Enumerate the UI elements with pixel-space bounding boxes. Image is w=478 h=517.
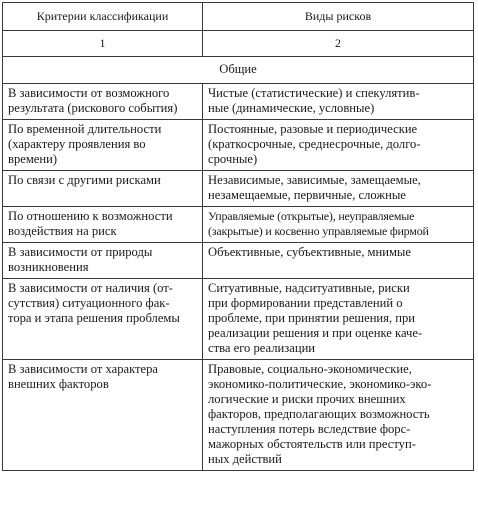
criterion-line: По отношению к возможности: [8, 209, 173, 223]
criterion-line: внешних факторов: [8, 377, 109, 391]
risk-types-line: экономико-политические, экономико-эко-: [208, 377, 432, 391]
criterion-cell: [3, 171, 203, 207]
risk-types-line: срочные): [208, 152, 258, 166]
risk-types-line: ства его реализации: [208, 341, 316, 355]
criterion-line: В зависимости от наличия (от-: [8, 281, 173, 295]
risk-types-line: наступления потерь вследствие форс-: [208, 422, 411, 436]
criterion-line: воздействия на риск: [8, 224, 117, 238]
risk-classification-table: [2, 2, 474, 471]
risk-types-cell: [203, 171, 474, 207]
table-row: [3, 279, 474, 360]
risk-types-line: проблеме, при принятии решения, при: [208, 311, 416, 325]
risk-types-cell: [203, 243, 474, 279]
criterion-cell: [3, 120, 203, 171]
risk-types-line: ные (динамические, условные): [208, 101, 375, 115]
risk-types-line: незамещаемые, первичные, сложные: [208, 188, 406, 202]
column-number-2: 2: [203, 31, 474, 57]
criterion-line: результата (рискового события): [8, 101, 178, 115]
criterion-cell: [3, 279, 203, 360]
table-numbering-row: [3, 31, 474, 57]
criterion-line: времени): [8, 152, 58, 166]
column-number-1: 1: [3, 31, 203, 57]
criterion-line: В зависимости от характера: [8, 362, 159, 376]
group-title-general: Общие: [3, 57, 474, 84]
criterion-line: По связи с другими рисками: [8, 173, 161, 187]
criterion-line: сутствия) ситуационного фак-: [8, 296, 170, 310]
table-row: [3, 120, 474, 171]
criterion-line: тора и этапа решения проблемы: [8, 311, 180, 325]
risk-types-cell: [203, 279, 474, 360]
risk-types-line: Объективные, субъективные, мнимые: [208, 245, 411, 259]
table-row: [3, 171, 474, 207]
criterion-cell: [3, 84, 203, 120]
table-row: [3, 243, 474, 279]
risk-types-line: при формировании представлений о: [208, 296, 403, 310]
risk-types-cell: [203, 207, 474, 243]
risk-types-line: (закрытые) и косвенно управляемые фирмой: [208, 224, 429, 238]
table-row: [3, 84, 474, 120]
risk-types-line: Управляемые (открытые), неуправляемые: [208, 209, 415, 223]
risk-types-line: реализации решения и при оценке каче-: [208, 326, 423, 340]
risk-types-line: логические и риски прочих внешних: [208, 392, 406, 406]
risk-types-line: Ситуативные, надситуативные, риски: [208, 281, 410, 295]
risk-types-line: Правовые, социально-экономические,: [208, 362, 412, 376]
risk-types-cell: [203, 120, 474, 171]
table-row: [3, 207, 474, 243]
criterion-line: В зависимости от возможного: [8, 86, 170, 100]
risk-types-line: факторов, предполагающих возможность: [208, 407, 430, 421]
risk-types-line: Постоянные, разовые и периодические: [208, 122, 418, 136]
header-risk-types: Виды рисков: [203, 3, 474, 31]
criterion-line: По временной длительности: [8, 122, 162, 136]
risk-types-line: Независимые, зависимые, замещаемые,: [208, 173, 421, 187]
header-criteria: Критерии классификации: [3, 3, 203, 31]
group-row: [3, 57, 474, 84]
risk-types-cell: [203, 360, 474, 471]
criterion-cell: [3, 360, 203, 471]
risk-types-cell: [203, 84, 474, 120]
table-header-row: [3, 3, 474, 31]
criterion-cell: [3, 207, 203, 243]
risk-types-line: Чистые (статистические) и спекулятив-: [208, 86, 420, 100]
table-row: [3, 360, 474, 471]
criterion-line: В зависимости от природы: [8, 245, 153, 259]
risk-types-line: ных действий: [208, 452, 282, 466]
criterion-cell: [3, 243, 203, 279]
criterion-line: возникновения: [8, 260, 89, 274]
risk-types-line: мажорных обстоятельств или преступ-: [208, 437, 416, 451]
criterion-line: (характеру проявления во: [8, 137, 146, 151]
risk-types-line: (краткосрочные, среднесрочные, долго-: [208, 137, 421, 151]
